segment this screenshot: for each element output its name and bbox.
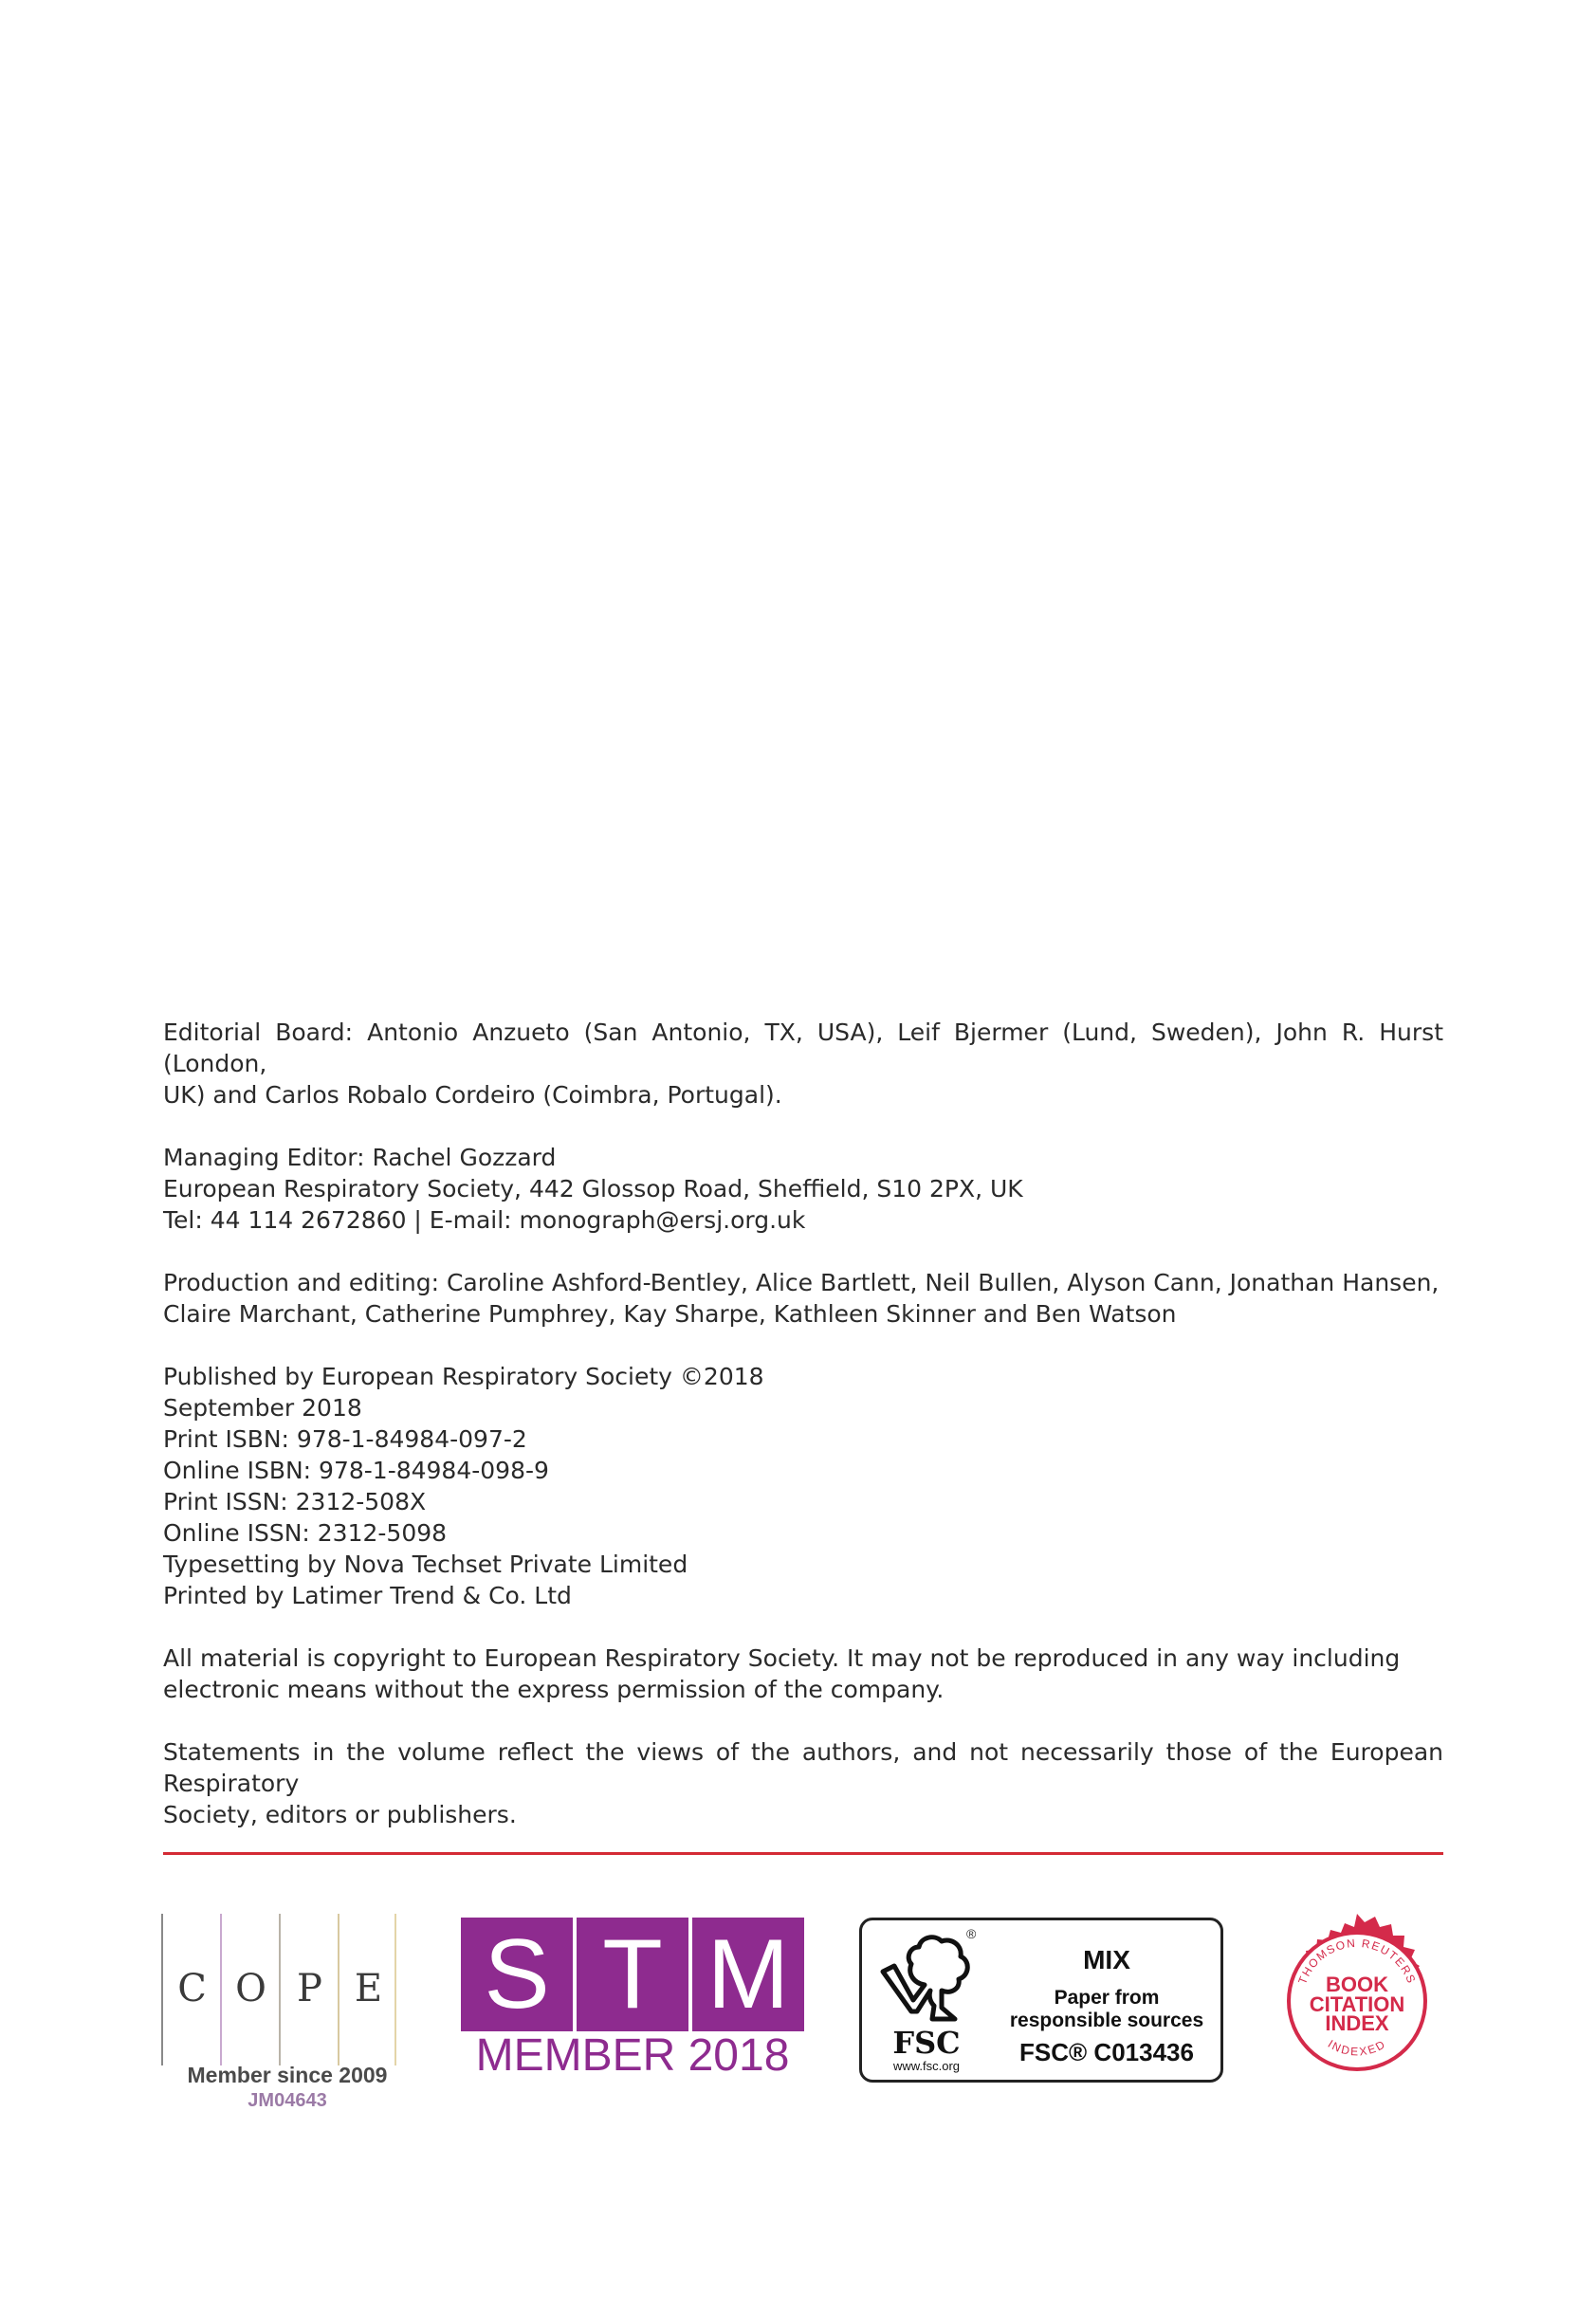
copyright-line: electronic means without the express permission of the company. — [163, 1676, 945, 1703]
fsc-registered-mark: ® — [966, 1926, 977, 1941]
seal-line-book: BOOK — [1326, 1973, 1388, 1996]
publication-line: Print ISSN: 2312-508X — [163, 1488, 427, 1515]
fsc-license-code: FSC® C013436 — [1019, 2038, 1194, 2066]
production-editing — [163, 1267, 1443, 1330]
book-citation-index-seal — [1267, 1911, 1447, 2091]
copyright-notice — [163, 1643, 1443, 1705]
fsc-wordmark: FSC — [892, 2025, 961, 2061]
stm-member-text: MEMBER 2018 — [475, 2030, 790, 2081]
cope-letter: C — [177, 1967, 208, 2010]
stm-letter: S — [461, 1918, 573, 2031]
seal-top-arc-text: THOMSON REUTERS — [1295, 1936, 1419, 1987]
seal-bottom-arc-text: INDEXED — [1325, 2036, 1389, 2059]
stm-boxes — [461, 1918, 804, 2031]
divider-rule — [163, 1852, 1443, 1855]
cope-letter: E — [354, 1967, 384, 2010]
stm-letter: T — [577, 1918, 688, 2031]
editorial-board-line: UK) and Carlos Robalo Cordeiro (Coimbra, Portugal). — [163, 1081, 782, 1109]
stm-letter: M — [692, 1918, 804, 2031]
cope-bar — [220, 1914, 222, 2065]
fsc-paper-line: responsible sources — [1009, 2010, 1204, 2031]
fsc-paper-line: Paper from — [1054, 1987, 1160, 2009]
imprint-text — [163, 1017, 1443, 1862]
publication-line: Typesetting by Nova Techset Private Limited — [163, 1551, 688, 1578]
disclaimer-line: Statements in the volume reflect the views of the authors, and not necessarily those of the European Respiratory — [163, 1738, 1443, 1797]
publication-line: Published by European Respiratory Society ©2018 — [163, 1363, 764, 1390]
cope-letter: P — [297, 1967, 323, 2010]
editorial-board-line: Editorial Board: Antonio Anzueto (San Antonio, TX, USA), Leif Bjermer (Lund, Sweden), John R. Hurst (London, — [163, 1019, 1443, 1077]
cope-logo — [161, 1908, 408, 2117]
managing-editor — [163, 1142, 1443, 1236]
cope-bar — [279, 1914, 281, 2065]
fsc-url: www.fsc.org — [892, 2059, 961, 2073]
cope-bar — [338, 1914, 339, 2065]
cope-member-code: JM04643 — [248, 2090, 327, 2111]
disclaimer — [163, 1736, 1443, 1830]
cope-bar — [394, 1914, 396, 2065]
publication-line: Printed by Latimer Trend & Co. Ltd — [163, 1582, 572, 1609]
fsc-paper-label — [995, 1987, 1219, 2032]
cope-letter: O — [235, 1967, 267, 2010]
seal-line-citation: CITATION — [1309, 1992, 1405, 2016]
address-line: European Respiratory Society, 442 Glossop Road, Sheffield, S10 2PX, UK — [163, 1175, 1023, 1202]
publication-details — [163, 1361, 1443, 1611]
seal-line-index: INDEX — [1325, 2011, 1389, 2035]
cope-letters — [161, 1908, 394, 2065]
cope-member-text: Member since 2009 — [187, 2063, 388, 2087]
editorial-board — [163, 1017, 1443, 1111]
publication-line: September 2018 — [163, 1394, 362, 1422]
copyright-line: All material is copyright to European Respiratory Society. It may not be reproduced in any way including — [163, 1644, 1401, 1672]
production-line: Claire Marchant, Catherine Pumphrey, Kay Sharpe, Kathleen Skinner and Ben Watson — [163, 1300, 1177, 1328]
fsc-mix-label: MIX — [1083, 1945, 1130, 1974]
fsc-tree-icon — [875, 1934, 980, 2028]
publication-line: Online ISBN: 978-1-84984-098-9 — [163, 1457, 549, 1484]
managing-editor-line: Managing Editor: Rachel Gozzard — [163, 1144, 557, 1171]
cope-bar — [161, 1914, 163, 2065]
production-line: Production and editing: Caroline Ashford-Bentley, Alice Bartlett, Neil Bullen, Alyson Cann, Jonathan Hansen, — [163, 1269, 1440, 1296]
contact-line: Tel: 44 114 2672860 | E-mail: monograph@ersj.org.uk — [163, 1206, 806, 1234]
stm-logo — [461, 1918, 806, 2079]
disclaimer-line: Society, editors or publishers. — [163, 1801, 517, 1828]
publication-line: Online ISSN: 2312-5098 — [163, 1519, 448, 1547]
fsc-logo — [859, 1918, 1223, 2083]
publication-line: Print ISBN: 978-1-84984-097-2 — [163, 1425, 527, 1453]
